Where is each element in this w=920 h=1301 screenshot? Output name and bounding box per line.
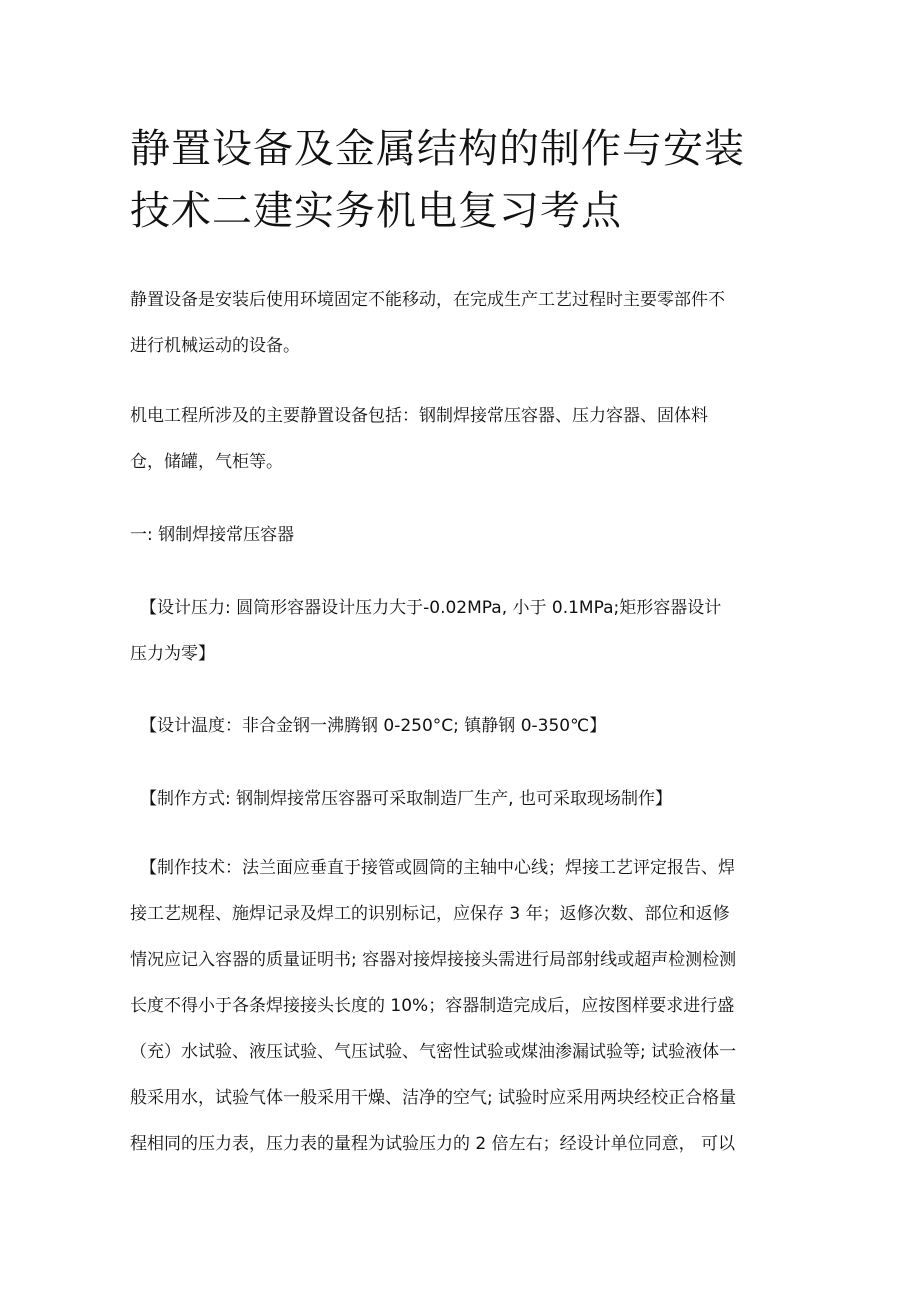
section-heading [130, 512, 794, 558]
design-pressure-line-1: 【设计压力: 圆筒形容器设计压力大于-0.02MPa, 小于 0.1MPa;矩形容器设计 [140, 598, 722, 618]
title-line-2: 技术二建实务机电复习考点 [130, 188, 622, 234]
fabrication-technique-line-3: 情况应记入容器的质量证明书; 容器对接焊接接头需进行局部射线或超声检测检测 [130, 950, 737, 970]
main-equipment-paragraph [130, 393, 794, 485]
design-temperature-paragraph [140, 703, 794, 749]
intro-paragraph [130, 277, 794, 369]
main-equipment-line-1: 机电工程所涉及的主要静置设备包括：钢制焊接常压容器、压力容器、固体料 [130, 406, 708, 426]
fabrication-technique-line-4: 长度不得小于各条焊接接头长度的 10%；容器制造完成后，应按图样要求进行盛 [130, 996, 735, 1016]
fabrication-technique-line-1: 【制作技术：法兰面应垂直于接管或圆筒的主轴中心线；焊接工艺评定报告、焊 [140, 858, 735, 878]
title-line-1: 静置设备及金属结构的制作与安装 [130, 126, 745, 172]
fabrication-technique-line-7: 程相同的压力表，压力表的量程为试验压力的 2 倍左右；经设计单位同意， 可以 [130, 1134, 736, 1154]
design-temperature-text: 【设计温度：非合金钢一沸腾钢 0-250°C; 镇静钢 0-350℃】 [140, 716, 607, 736]
main-equipment-line-2: 仓，储罐，气柜等。 [130, 452, 283, 472]
fabrication-technique-line-2: 接工艺规程、施焊记录及焊工的识别标记，应保存 3 年；返修次数、部位和返修 [130, 904, 730, 924]
section-heading-text: 一: 钢制焊接常压容器 [130, 525, 295, 545]
fabrication-technique-line-6: 般采用水，试验气体一般采用干燥、洁净的空气; 试验时应采用两块经校正合格量 [130, 1088, 737, 1108]
fabrication-technique-line-5: （充）水试验、液压试验、气压试验、气密性试验或煤油渗漏试验等; 试验液体一 [130, 1042, 737, 1062]
fabrication-technique-paragraph [130, 845, 794, 1167]
fabrication-method-paragraph [140, 776, 794, 822]
document-title [130, 118, 810, 242]
design-pressure-line-2: 压力为零】 [130, 644, 215, 664]
intro-line-2: 进行机械运动的设备。 [130, 336, 300, 356]
intro-line-1: 静置设备是安装后使用环境固定不能移动，在完成生产工艺过程时主要零部件不 [130, 290, 725, 310]
design-pressure-paragraph [130, 585, 794, 677]
fabrication-method-text: 【制作方式: 钢制焊接常压容器可采取制造厂生产, 也可采取现场制作】 [140, 789, 672, 809]
